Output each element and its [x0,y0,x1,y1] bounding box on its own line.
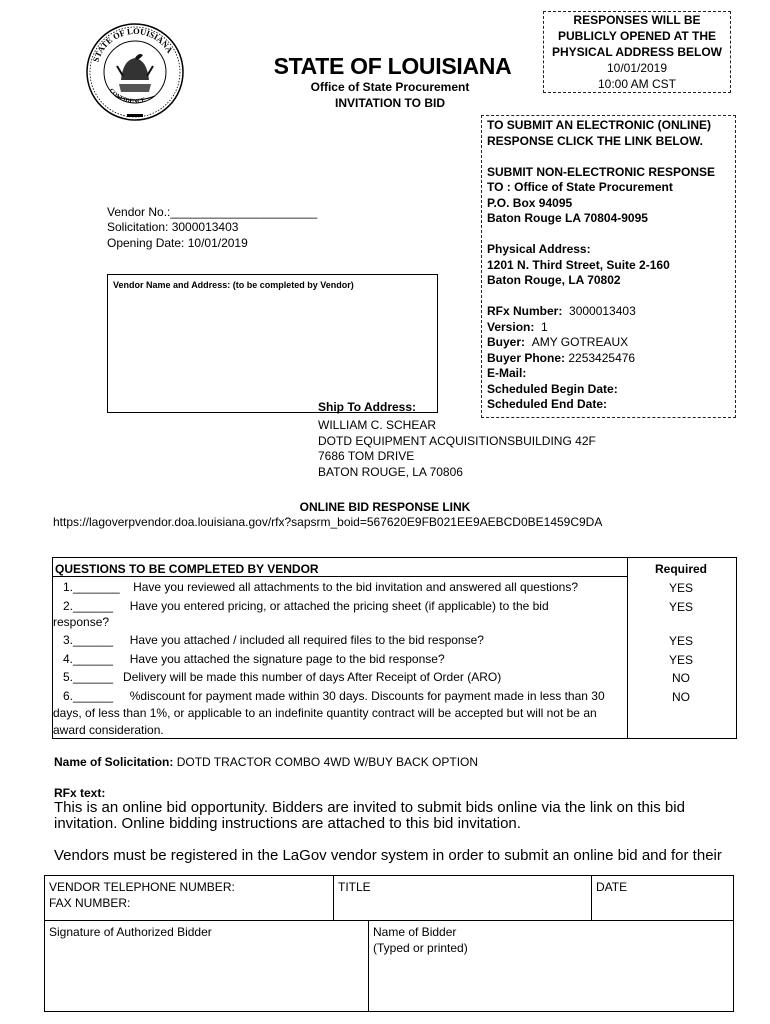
non-electronic-header: SUBMIT NON-ELECTRONIC RESPONSE [487,165,716,179]
buyer-phone: Buyer Phone: 2253425476 [487,351,636,365]
required-value: NO [672,671,690,685]
submission-info-box [481,115,736,418]
ship-to-line: WILLIAM C. SCHEAR [318,418,437,432]
buyer: Buyer: AMY GOTREAUX [487,335,629,349]
required-value: YES [668,634,693,648]
vendor-number-field[interactable]: Vendor No.:______________________ [107,205,318,219]
mail-to: TO : Office of State Procurement [487,180,673,194]
rfx-paragraph: This is an online bid opportunity. Bidders are invited to submit bids online via the link on this bid invitation. Online bidding instructions are attached to this bid invitation. [54,799,685,832]
vendor-name-address-box[interactable] [107,274,438,413]
vendor-phone-field[interactable]: VENDOR TELEPHONE NUMBER: [49,880,235,894]
electronic-line-2: RESPONSE CLICK THE LINK BELOW. [487,134,704,148]
title-field[interactable]: TITLE [338,880,371,894]
signature-field[interactable]: Signature of Authorized Bidder [49,925,212,939]
mail-city: Baton Rouge LA 70804-9095 [487,211,648,225]
end-date-label: Scheduled End Date: [487,397,608,411]
question-row[interactable]: 4.______ Have you attached the signature page to the bid response? [53,652,445,666]
bidder-name-hint: (Typed or printed) [373,941,468,955]
rfx-text-label: RFx text: [54,786,106,800]
questions-header: QUESTIONS TO BE COMPLETED BY VENDOR [55,562,319,576]
svg-text:STATE OF LOUISIANA: STATE OF LOUISIANA [90,25,176,64]
office-name: Office of State Procurement [310,80,470,94]
bidder-signature-form [44,875,734,1012]
ship-to-line: BATON ROUGE, LA 70806 [318,465,463,479]
opening-date-info: Opening Date: 10/01/2019 [107,236,248,250]
required-value: YES [668,581,693,595]
email-label: E-Mail: [487,366,527,380]
fax-number-field[interactable]: FAX NUMBER: [49,896,131,910]
solicitation-name: Name of Solicitation: DOTD TRACTOR COMBO 4WD W/BUY BACK OPTION [54,755,479,769]
required-value: YES [668,600,693,614]
question-row[interactable]: 6.______ %discount for payment made within 30 days. Discounts for payment made in less than 30 days, of less than 1%, or applicable to an indefinite quantity contract will be accepted but will not be an award consideration. [53,689,605,737]
svg-text:CONFIDENCE: CONFIDENCE [107,87,147,105]
ship-to-line: 7686 TOM DRIVE [318,449,415,463]
electronic-line-1: TO SUBMIT AN ELECTRONIC (ONLINE) [487,118,711,132]
vendor-questions-table [52,557,737,739]
ship-to-label: Ship To Address: [318,400,417,414]
solicitation-number: Solicitation: 3000013403 [107,220,239,234]
rfx-paragraph: Vendors must be registered in the LaGov vendor system in order to submit an online bid and for their [54,847,722,864]
opening-time: 10:00 AM CST [597,77,677,91]
online-link-label: ONLINE BID RESPONSE LINK [299,500,471,514]
required-value: NO [672,690,690,704]
question-row[interactable]: 2.______ Have you entered pricing, or attached the pricing sheet (if applicable) to the bid response? [53,599,549,629]
rfx-text-body [54,800,744,864]
ship-to-line: DOTD EQUIPMENT ACQUISITIONSBUILDING 42F [318,434,596,448]
rfx-number: RFx Number: 3000013403 [487,304,636,318]
online-bid-link[interactable]: https://lagoverpvendor.doa.louisiana.gov/rfx?sapsrm_boid=567620E9FB021EE9AEBCD0BE1459C9DA [53,515,603,529]
opening-date: 10/01/2019 [606,61,668,75]
question-row[interactable]: 3.______ Have you attached / included all required files to the bid response? [53,633,484,647]
date-field[interactable]: DATE [596,880,628,894]
physical-city: Baton Rouge, LA 70802 [487,273,621,287]
physical-street: 1201 N. Third Street, Suite 2-160 [487,258,670,272]
notice-line: RESPONSES WILL BE [573,13,701,27]
required-value: YES [668,653,693,667]
required-header: Required [655,562,708,576]
public-opening-notice [543,11,731,93]
notice-line: PHYSICAL ADDRESS BELOW [551,45,722,59]
document-type: INVITATION TO BID [335,96,445,110]
page-title: STATE OF LOUISIANA [273,53,512,79]
question-row[interactable]: 1._______ Have you reviewed all attachments to the bid invitation and answered all questions? [53,580,578,594]
begin-date-label: Scheduled Begin Date: [487,382,618,396]
vendor-box-label: Vendor Name and Address: (to be completed by Vendor) [113,280,354,290]
question-row[interactable]: 5.______ Delivery will be made this number of days After Receipt of Order (ARO) [53,670,502,684]
state-seal-logo [83,22,187,122]
mail-pobox: P.O. Box 94095 [487,196,573,210]
physical-address-label: Physical Address: [487,242,591,256]
notice-line: PUBLICLY OPENED AT THE [557,29,717,43]
bidder-name-field[interactable]: Name of Bidder [373,925,457,939]
version: Version: 1 [487,320,548,334]
